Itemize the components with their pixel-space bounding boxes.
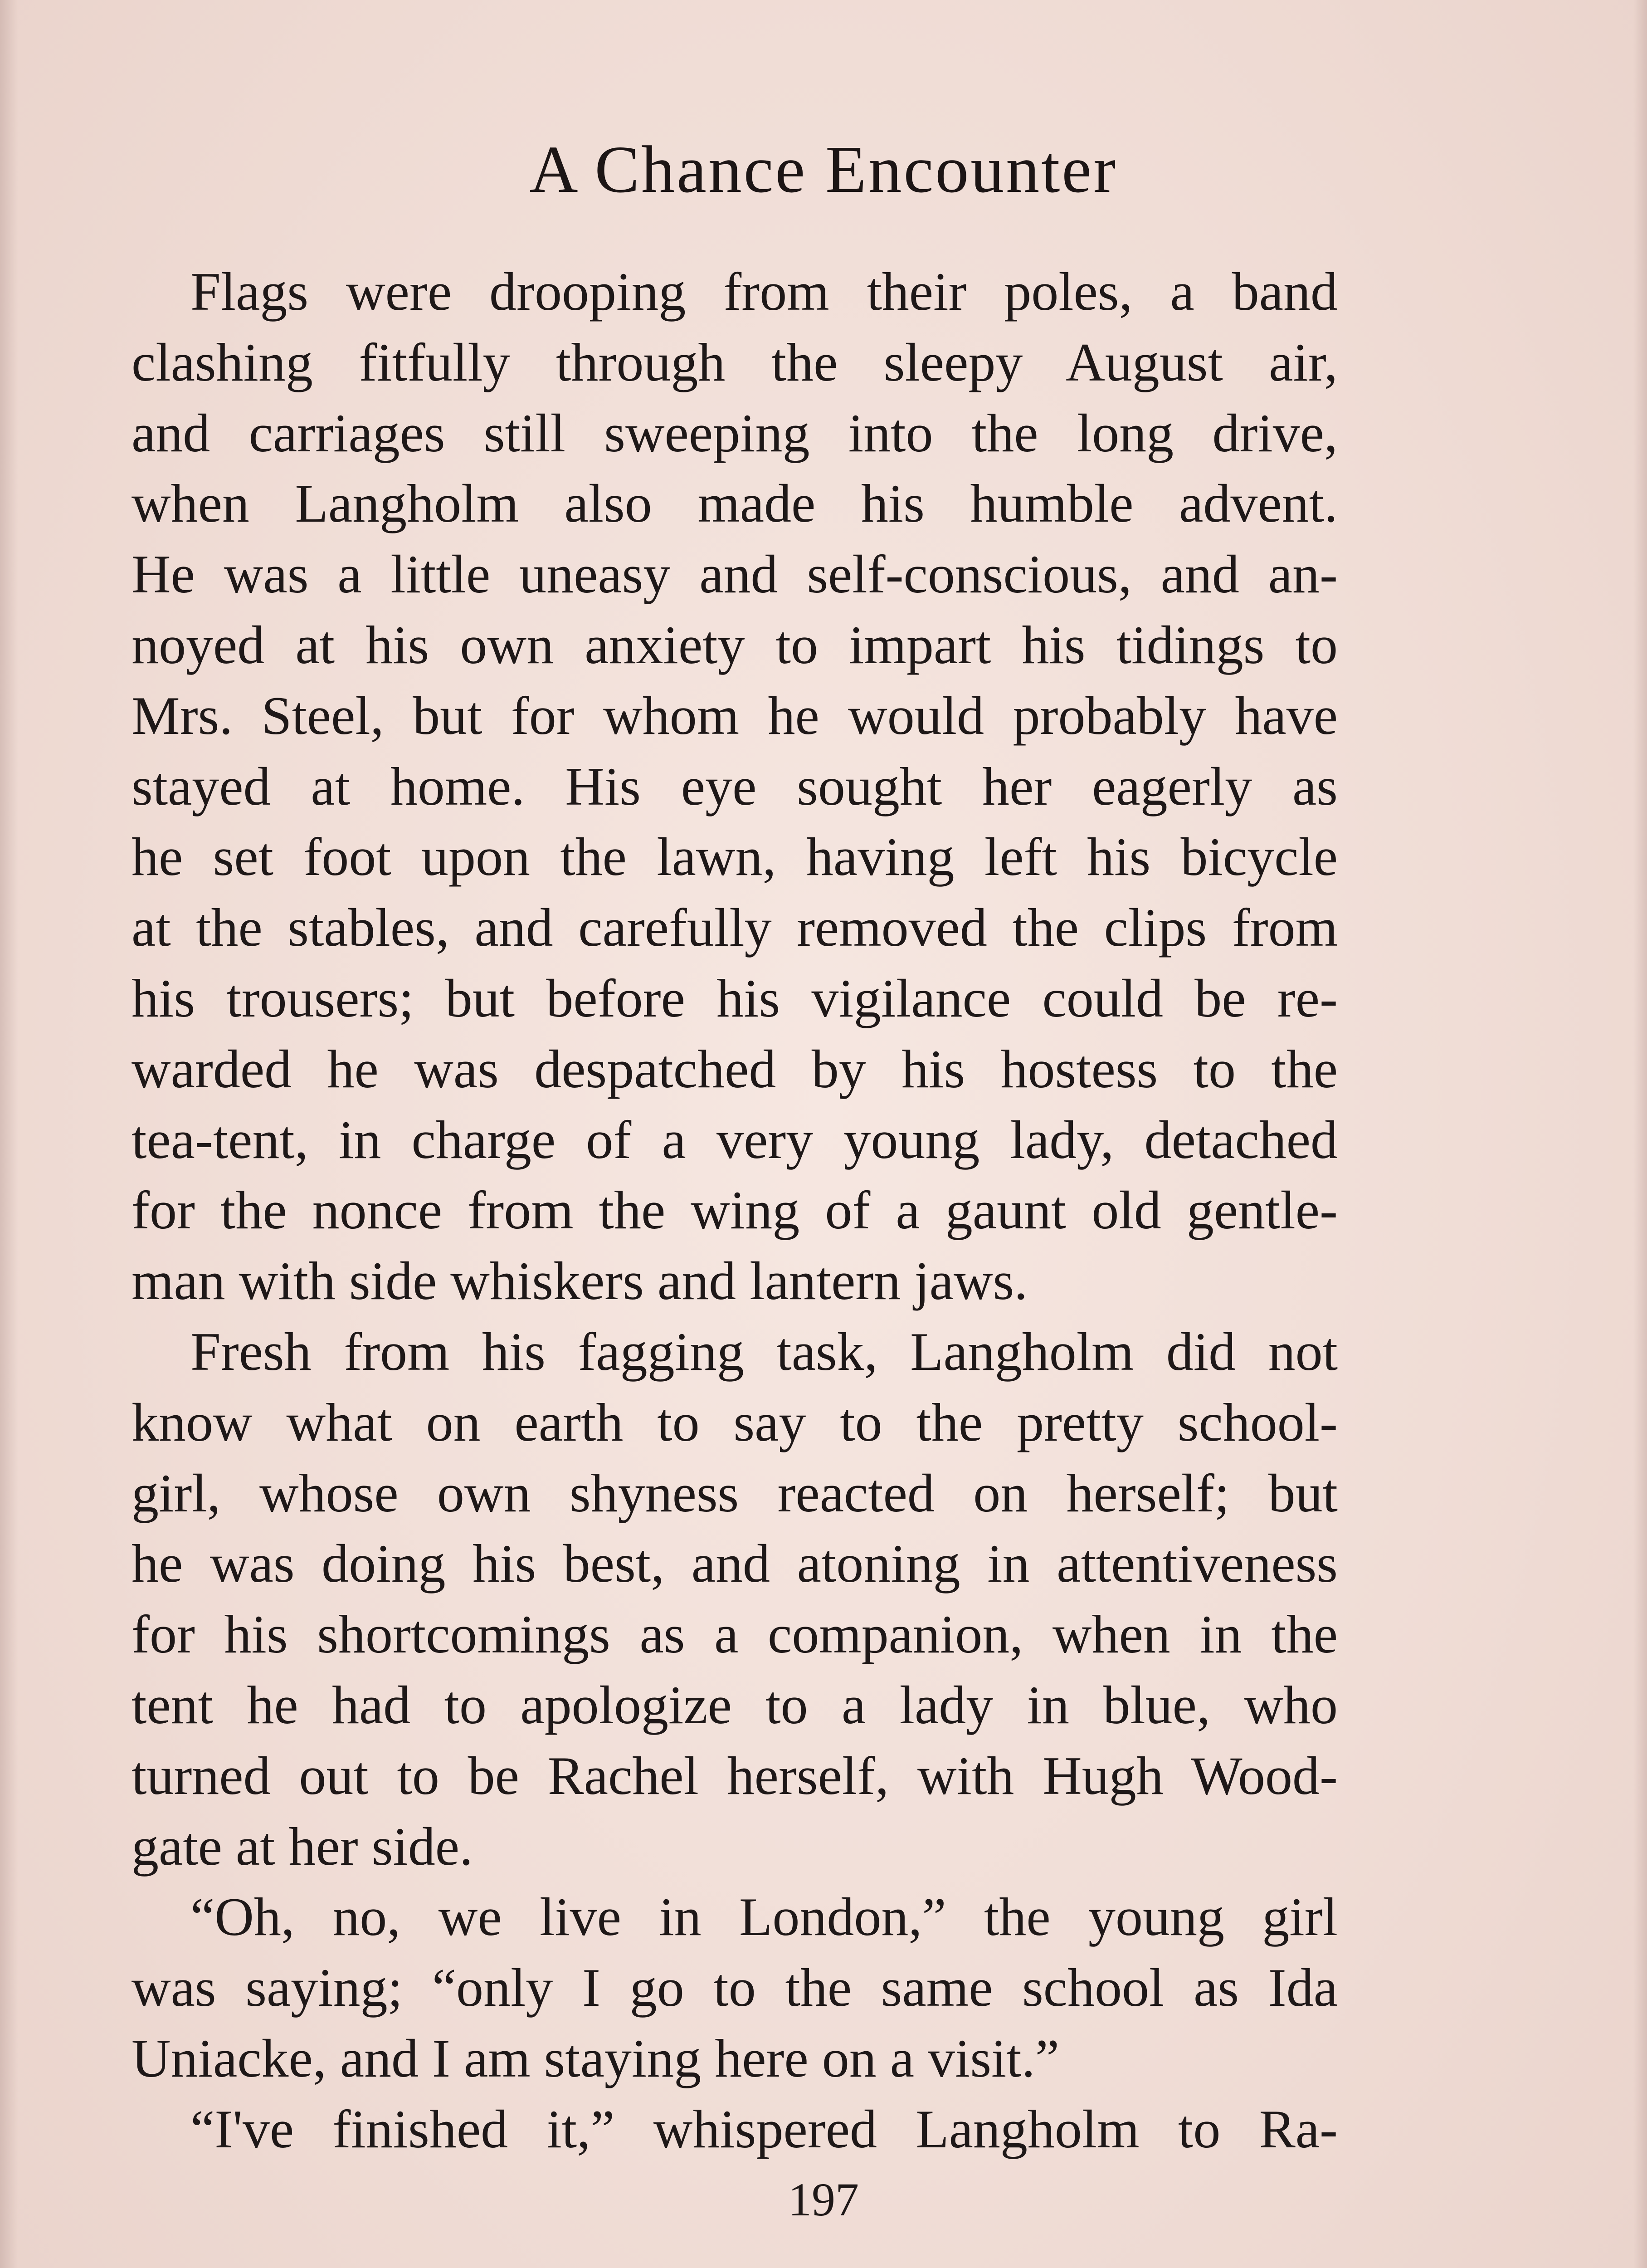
text-line: man with side whiskers and lantern jaws.	[132, 1251, 1028, 1311]
text-line: “I've finished it,” whispered Langholm to Ra-	[190, 2098, 1338, 2159]
page-number: 197	[788, 2174, 859, 2226]
text-line: girl, whose own shyness reacted on herself; but	[132, 1462, 1338, 1523]
text-line: tea-tent, in charge of a very young lady, detached	[132, 1109, 1338, 1170]
text-line: and carriages still sweeping into the long drive,	[132, 402, 1338, 463]
text-line: was saying; “only I go to the same school as Ida	[132, 1957, 1338, 2018]
page-edge-shadow-right	[1633, 0, 1647, 2268]
body-text	[132, 256, 1338, 2165]
text-line: his trousers; but before his vigilance could be re-	[132, 968, 1338, 1028]
text-line: tent he had to apologize to a lady in blue, who	[132, 1674, 1338, 1735]
chapter-title: A Chance Encounter	[529, 132, 1118, 207]
text-line: at the stables, and carefully removed the clips from	[132, 897, 1338, 958]
text-line: He was a little uneasy and self-conscious, and an-	[132, 544, 1338, 605]
text-line: when Langholm also made his humble advent.	[132, 473, 1338, 534]
text-line: know what on earth to say to the pretty school-	[132, 1392, 1338, 1452]
text-line: warded he was despatched by his hostess to the	[132, 1038, 1338, 1099]
text-line: “Oh, no, we live in London,” the young girl	[190, 1887, 1338, 1947]
page-edge-shadow-left	[0, 0, 18, 2268]
text-line: Mrs. Steel, but for whom he would probably have	[132, 685, 1338, 746]
text-line: for his shortcomings as a companion, when in the	[132, 1604, 1338, 1665]
text-line: gate at her side.	[132, 1816, 473, 1877]
text-line: Flags were drooping from their poles, a band	[190, 261, 1338, 322]
text-line: clashing fitfully through the sleepy August air,	[132, 332, 1338, 392]
text-line: Uniacke, and I am staying here on a visit.”	[132, 2028, 1059, 2088]
text-line: stayed at home. His eye sought her eagerly as	[132, 756, 1338, 816]
text-line: Fresh from his fagging task, Langholm did not	[190, 1321, 1338, 1382]
text-line: he set foot upon the lawn, having left his bicycle	[132, 826, 1338, 887]
text-line: he was doing his best, and atoning in attentiveness	[132, 1533, 1338, 1594]
text-line: for the nonce from the wing of a gaunt old gentle-	[132, 1180, 1338, 1241]
text-line: noyed at his own anxiety to impart his tidings to	[132, 614, 1338, 675]
text-line: turned out to be Rachel herself, with Hugh Wood-	[132, 1745, 1338, 1806]
